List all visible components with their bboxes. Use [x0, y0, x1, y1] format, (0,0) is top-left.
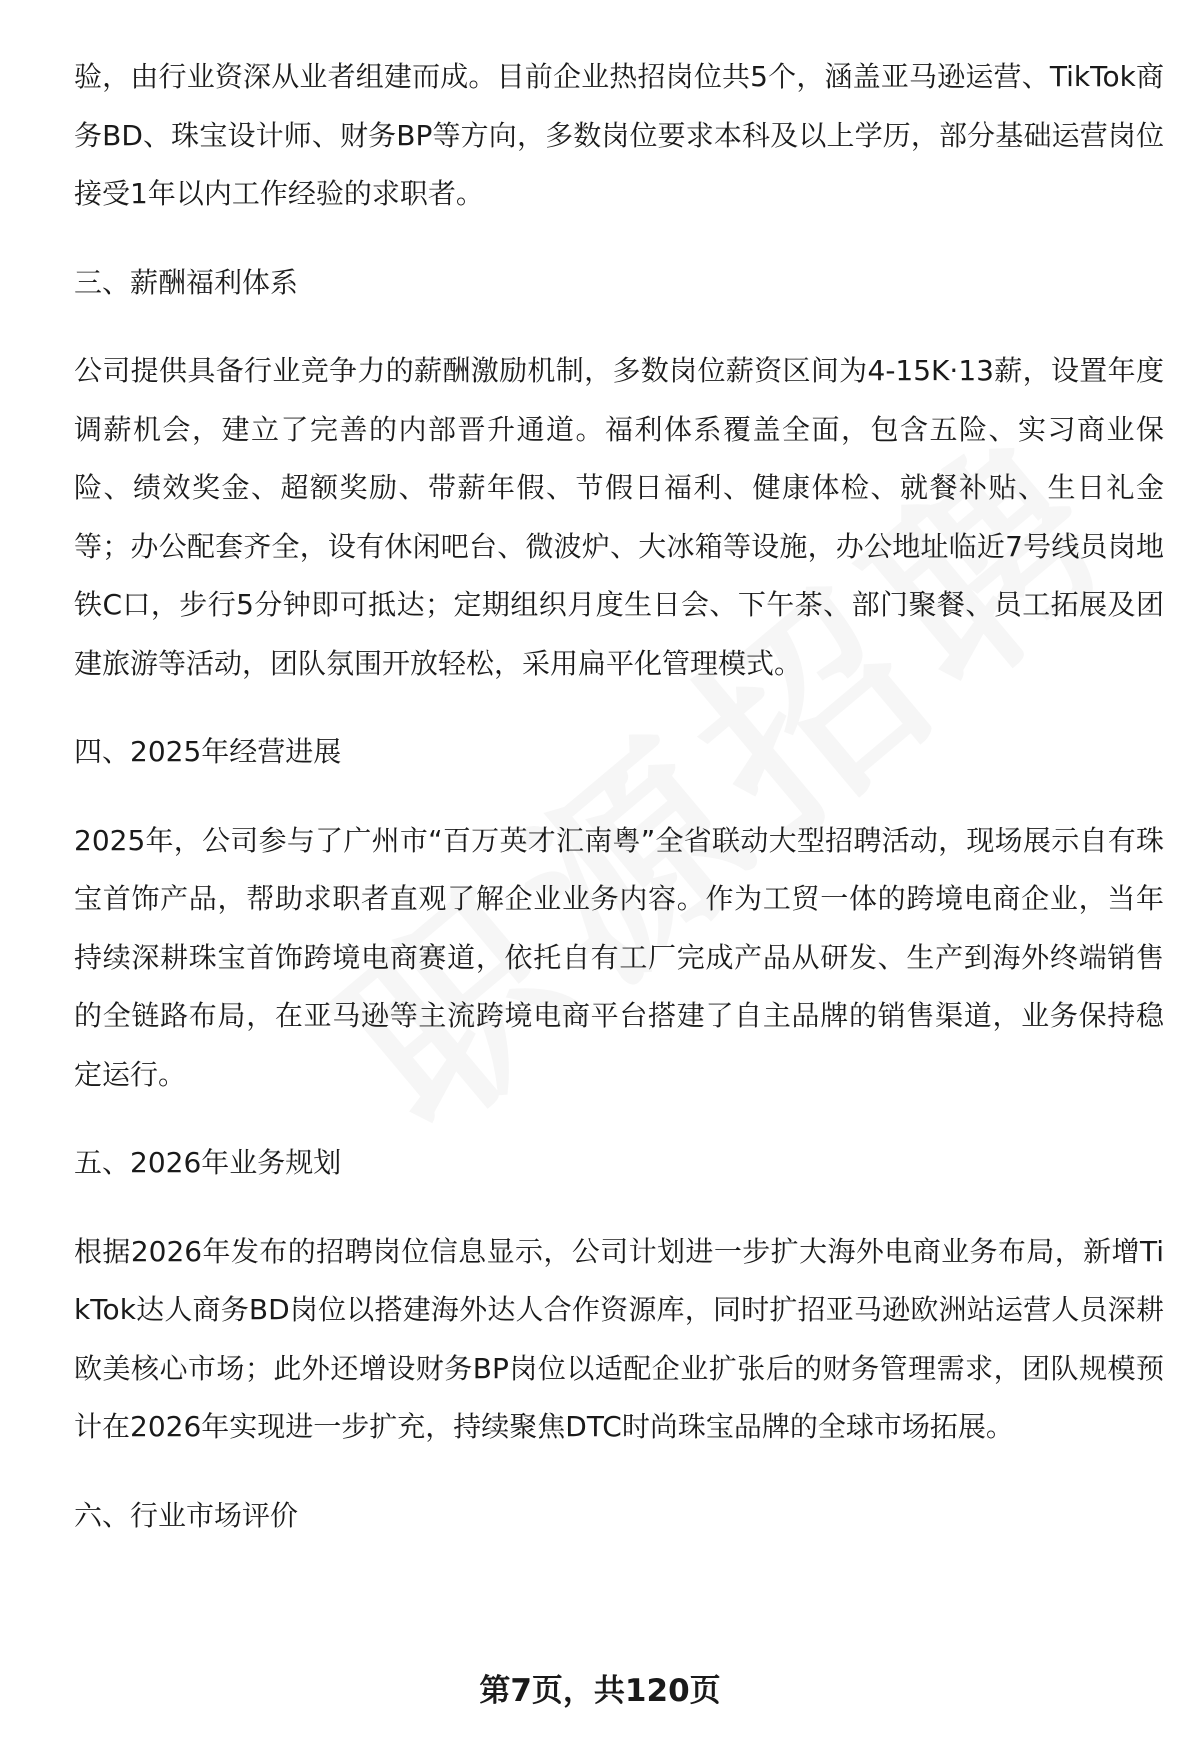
progress-2025-paragraph: 2025年，公司参与了广州市“百万英才汇南粤”全省联动大型招聘活动，现场展示自有珠宝首饰产品，帮助求职者直观了解企业业务内容。作为工贸一体的跨境电商企业，当年持续深耕珠宝首饰跨境电商赛道，依托自有工厂完成产品从研发、生产到海外终端销售的全链路布局，在亚马逊等主流跨境电商平台搭建了自主品牌的销售渠道，业务保持稳定运行。 — [74, 823, 1164, 1091]
intro-paragraph: 验，由行业资深从业者组建而成。目前企业热招岗位共5个，涵盖亚马逊运营、TikTok商务BD、珠宝设计师、财务BP等方向，多数岗位要求本科及以上学历，部分基础运营岗位接受1年以内工作经验的求职者。 — [74, 60, 1164, 210]
document-body — [74, 48, 1164, 1545]
section-heading-2026: 五、2026年业务规划 — [74, 1146, 342, 1179]
plan-2026-paragraph: 根据2026年发布的招聘岗位信息显示，公司计划进一步扩大海外电商业务布局，新增TikTok达人商务BD岗位以搭建海外达人合作资源库，同时扩招亚马逊欧洲站运营人员深耕欧美核心市场；此外还增设财务BP岗位以适配企业扩张后的财务管理需求，团队规模预计在2026年实现进一步扩充，持续聚焦DTC时尚珠宝品牌的全球市场拓展。 — [74, 1234, 1164, 1443]
section-heading-2025: 四、2025年经营进展 — [74, 735, 342, 768]
section-heading-market: 六、行业市场评价 — [74, 1498, 299, 1532]
salary-paragraph: 公司提供具备行业竞争力的薪酬激励机制，多数岗位薪资区间为4-15K·13薪，设置年度调薪机会，建立了完善的内部晋升通道。福利体系覆盖全面，包含五险、实习商业保险、绩效奖金、超额奖励、带薪年假、节假日福利、健康体检、就餐补贴、生日礼金等；办公配套齐全，设有休闲吧台、微波炉、大冰箱等设施，办公地址临近7号线员岗地铁C口，步行5分钟即可抵达；定期组织月度生日会、下午茶、部门聚餐、员工拓展及团建旅游等活动，团队氛围开放轻松，采用扁平化管理模式。 — [74, 354, 1164, 680]
section-heading-salary: 三、薪酬福利体系 — [74, 265, 299, 299]
page-number: 第7页，共120页 — [479, 1673, 721, 1709]
